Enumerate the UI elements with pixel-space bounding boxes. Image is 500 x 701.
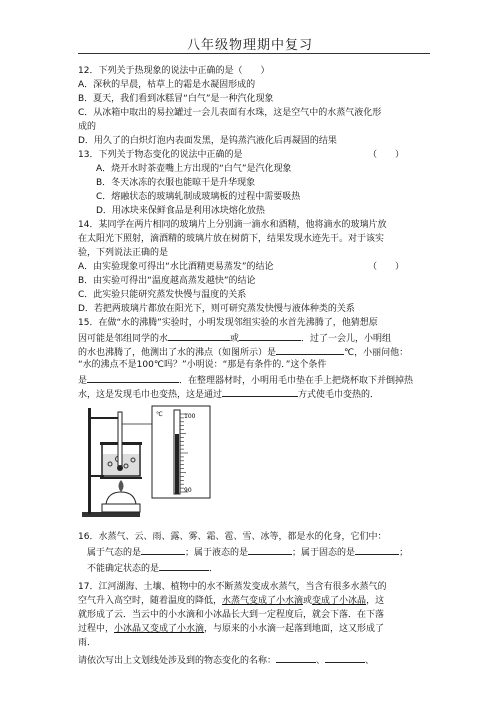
q17-line-2 (78, 594, 428, 608)
q15-text: 方式使毛巾变热的． (298, 390, 380, 400)
q15-text: ．过了一会儿，小明组 (301, 334, 392, 344)
q16-text: ；属于液态的是 (185, 548, 249, 558)
q17-text: 或 (303, 596, 313, 606)
q17-line-4 (78, 622, 428, 636)
q16-line-1: 16．水蒸气、云、雨、露、雾、霜、雹、雪、冰等，都是水的化身，它们中： (78, 532, 387, 542)
q17-text: ，这 (366, 596, 385, 606)
q15-text: 是 (78, 376, 88, 386)
stand-rod (88, 408, 91, 514)
q17-line-5: 雨． (78, 638, 97, 648)
q15-line-1: 15．在做“水的沸腾”实验时，小明发现邻组实验的水首先沸腾了，他猜想原 (78, 318, 378, 328)
boiling-apparatus-figure (78, 404, 213, 520)
q12-option-a: A．深秋的早晨，枯草上的霜是水凝固形成的 (78, 80, 256, 90)
q17-line-3: 就形成了云．当云中的小水滴和小冰晶长大到一定程度后，就会下落．在下落 (78, 610, 385, 620)
answer-blank[interactable] (276, 344, 344, 355)
underlined-phrase: 水蒸气变成了小水滴 (222, 596, 304, 606)
q13-answer-paren: （ ） (368, 150, 405, 160)
q17-text: 过程中， (78, 624, 115, 634)
q15-line-6 (78, 386, 428, 402)
q13-option-c: C．熔融状态的玻璃轧制成玻璃板的过程中需要吸热 (96, 192, 301, 202)
q14-option-b: B．由实验可得出“温度越高蒸发越快”的结论 (78, 276, 256, 286)
answer-blank[interactable] (276, 652, 316, 663)
underlined-phrase: 变成了小冰晶 (312, 596, 367, 606)
q15-text: ℃，小丽问他： (344, 348, 409, 358)
scale-label-100: 100 (184, 413, 196, 420)
answer-blank[interactable] (355, 544, 399, 555)
thermometer-bulb (117, 465, 123, 471)
q12-option-c: C．从冰箱中取出的易拉罐过一会儿表面有水珠，这是空气中的水蒸气液化形 (78, 108, 382, 118)
q15-text: ．在整理器材时，小明用毛巾垫在手上把烧杯取下并倒掉热 (179, 376, 414, 386)
alcohol-lamp (106, 492, 136, 504)
q14-option-d: D．若把两玻璃片都放在阳光下，则可研究蒸发快慢与液体种类的关系 (78, 304, 355, 314)
q16-line-3 (78, 560, 428, 576)
q15-text: 水，这是发现毛巾也变热，这是通过 (78, 390, 223, 400)
answer-blank[interactable] (239, 330, 301, 341)
q17-text: 空气升入高空时，随着温度的降低， (78, 596, 223, 606)
zoom-liquid-column (175, 434, 179, 494)
answer-blank[interactable] (248, 544, 292, 555)
answer-blank[interactable] (325, 652, 365, 663)
scale-unit: ℃ (156, 411, 163, 418)
q16-text: 属于气态的是 (87, 548, 142, 558)
q16-text: ； (399, 548, 409, 558)
lamp-flame (119, 480, 124, 492)
q14-option-c: C．此实验只能研究蒸发快慢与温度的关系 (78, 290, 247, 300)
q13-stem: 13．下列关于物态变化的说法中正确的是 (78, 150, 243, 160)
q15-text: 因可能是邻组同学的水 (78, 334, 169, 344)
answer-blank[interactable] (168, 330, 230, 341)
thermometer (118, 412, 122, 468)
q17-text: ，与原来的小水滴一起落到地面，这又形成了 (204, 624, 385, 634)
q17-text: 请依次写出上文划线处涉及到的物态变化的名称： (78, 656, 277, 666)
lamp-base (102, 504, 140, 512)
q15-line-4: “水的沸点不是100℃吗？”小明说：“那是有条件的．”这个条件 (78, 360, 327, 370)
answer-blank[interactable] (141, 544, 185, 555)
q14-option-a: A．由实验现象可得出“水比酒精更易蒸发”的结论 (78, 262, 274, 272)
underlined-phrase: 小冰晶又变成了小水滴 (114, 624, 205, 634)
q13-option-a: A．烧开水时茶壶嘴上方出现的“白气”是汽化现象 (96, 164, 292, 174)
scale-label-90: 90 (184, 487, 192, 494)
q15-text: 或 (230, 334, 240, 344)
q12-option-b: B．夏天，我们看到冰糕冒“白气”是一种汽化现象 (78, 94, 274, 104)
q13-option-d: D．用冰块来保鲜食品是利用冰块熔化放热 (96, 206, 265, 216)
q17-line-1: 17．江河湖海、土壤、植物中的水不断蒸发变成水蒸气，当含有很多水蒸气的 (78, 582, 387, 592)
q12-stem: 12．下列关于热现象的说法中正确的是（ ） (78, 66, 270, 76)
q16-text: ；属于固态的是 (292, 548, 356, 558)
answer-blank[interactable] (159, 560, 209, 571)
answer-blank[interactable] (87, 372, 179, 383)
q12-option-d: D．用久了的白炽灯泡内表面发黑，是钨蒸汽液化后再凝固的结果 (78, 136, 337, 146)
header-rule (78, 53, 430, 54)
q16-line-2 (78, 544, 428, 560)
answer-blank[interactable] (222, 386, 298, 397)
page-header: 八年级物理期中复习 (186, 38, 313, 53)
q16-text: 不能确定状态的是 (87, 564, 160, 574)
q12-option-c-cont: 成的 (78, 122, 97, 132)
q14-stem-1: 14．某同学在两片相同的玻璃片上分别滴一滴水和酒精，他将滴水的玻璃片放 (78, 220, 387, 230)
q15-text: 的水也沸腾了，他测出了水的沸点（如图所示）是 (78, 348, 277, 358)
q13-stem-line (78, 148, 428, 162)
q16-text: ． (209, 564, 219, 574)
q17-line-6: 请依次写出上文划线处涉及到的物态变化的名称： 、 、 (78, 652, 428, 668)
q14-answer-paren: （ ） (368, 262, 405, 272)
q14-stem-3: 验，下列说法正确的是 (78, 248, 169, 258)
q14-stem-2: 在太阳光下照射，滴酒精的玻璃片放在树荫下，结果发现水迹先干。对于该实 (78, 234, 385, 244)
q13-option-b: B．冬天冰冻的衣服也能晾干是升华现象 (96, 178, 256, 188)
q14-option-a-line (78, 260, 428, 274)
